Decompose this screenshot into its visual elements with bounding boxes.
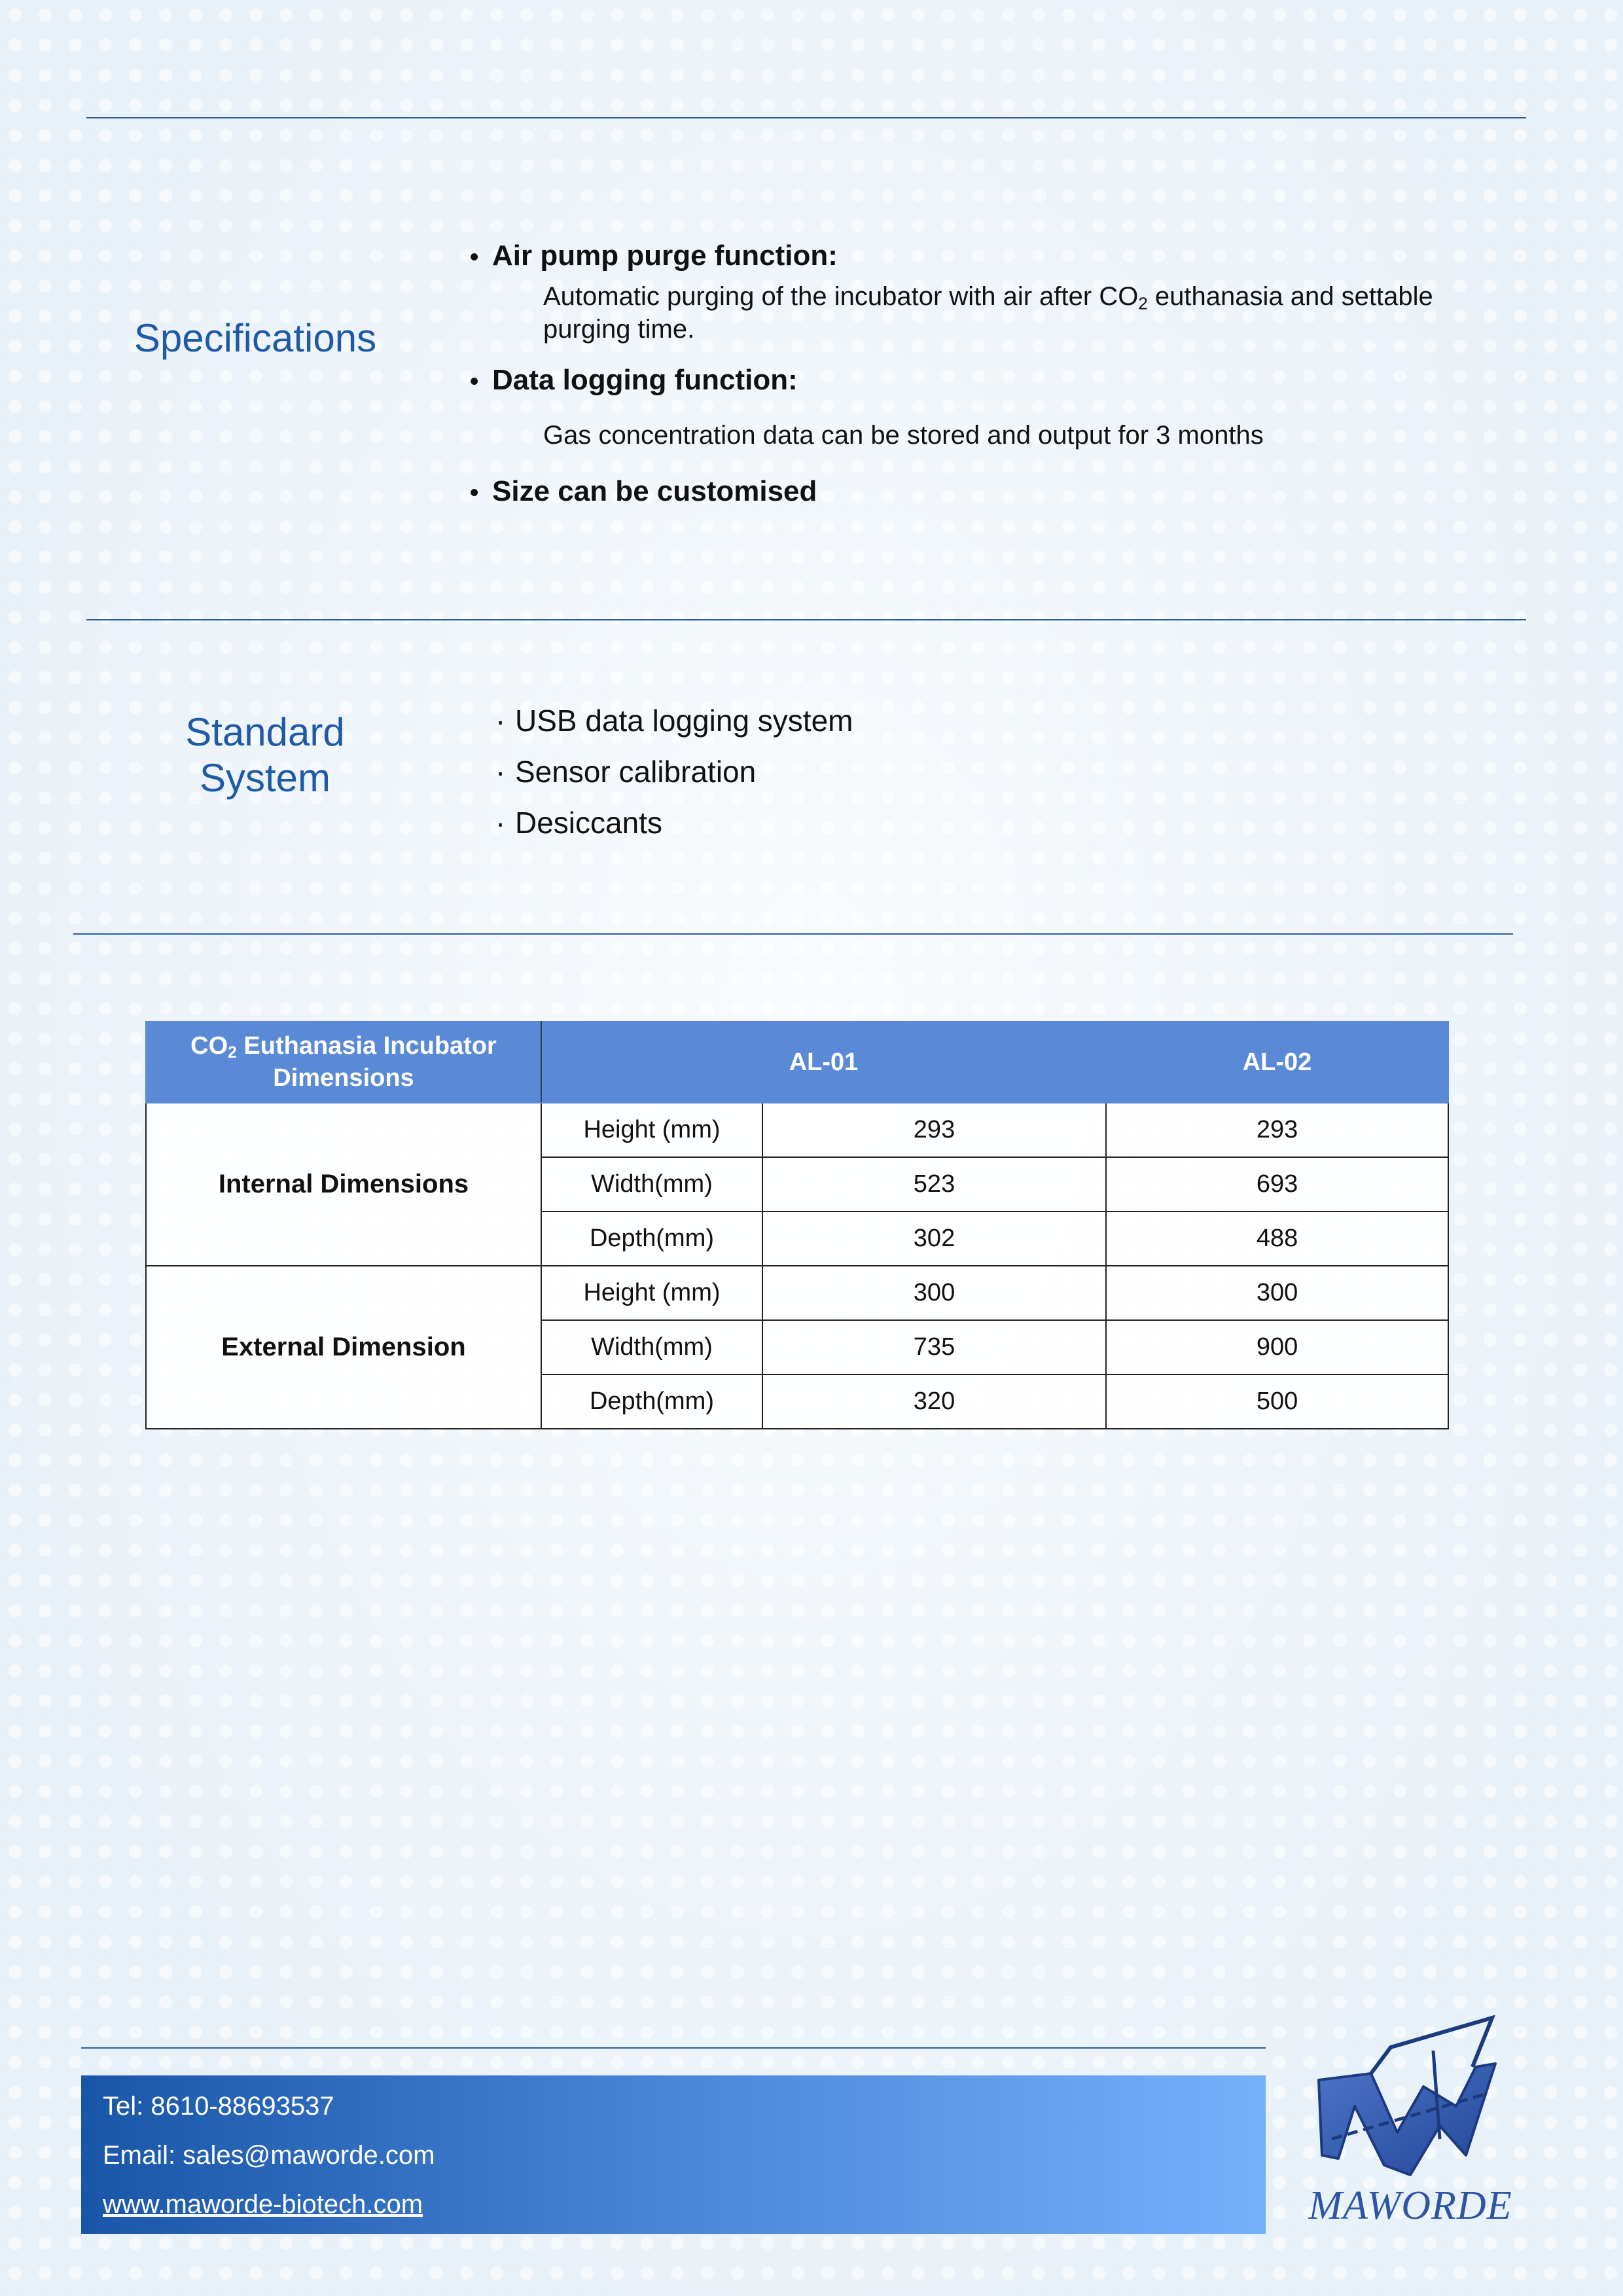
- co2-subscript: 2: [1138, 293, 1148, 314]
- standard-system-title-line2: System: [199, 755, 331, 800]
- list-item: [495, 797, 853, 848]
- contact-bar: [81, 2075, 1266, 2234]
- co2-subscript: 2: [228, 1044, 237, 1062]
- dimensions-table: [145, 1021, 1449, 1429]
- bullet-icon: •: [470, 479, 479, 507]
- header-al02: AL-02: [1106, 1022, 1448, 1103]
- top-divider: [86, 117, 1526, 118]
- value-al02: 488: [1106, 1211, 1448, 1266]
- specifications-title: Specifications: [134, 316, 377, 360]
- value-al01: 302: [762, 1211, 1106, 1266]
- value-al01: 320: [762, 1374, 1106, 1429]
- bullet-icon: •: [470, 243, 479, 271]
- middle-divider: [86, 619, 1526, 620]
- bullet-icon: •: [470, 368, 479, 395]
- header-al01: AL-01: [541, 1022, 1106, 1103]
- spec-heading-colon: :: [828, 240, 838, 272]
- row-label: Depth(mm): [541, 1211, 762, 1266]
- header-title-prefix: CO: [190, 1032, 228, 1060]
- std-item-label: Desiccants: [515, 806, 662, 840]
- list-item: [495, 695, 853, 746]
- value-al02: 693: [1106, 1157, 1448, 1211]
- value-al01: 293: [762, 1103, 1106, 1157]
- dot-icon: ·: [495, 755, 506, 789]
- footer-divider: [81, 2047, 1266, 2049]
- std-item-label: Sensor calibration: [515, 755, 757, 789]
- spec-item-data-logging: [470, 364, 1452, 452]
- spec-description-text-end: euthanasia and settable purging time.: [543, 282, 1433, 344]
- spec-item-air-pump: [470, 240, 1452, 346]
- table-row: [146, 1266, 1448, 1320]
- logo-wordmark: MAWORDE: [1308, 2183, 1512, 2228]
- dot-icon: ·: [495, 806, 506, 840]
- spec-description: [543, 280, 1452, 346]
- spec-heading: Air pump purge function: [492, 240, 829, 272]
- value-al02: 300: [1106, 1266, 1448, 1320]
- spec-heading: Data logging function:: [492, 364, 798, 396]
- row-label: Width(mm): [541, 1320, 762, 1374]
- standard-system-title: [134, 709, 396, 800]
- spec-item-size: [470, 475, 1452, 508]
- contact-tel: Tel: 8610-88693537: [103, 2092, 334, 2121]
- dot-icon: ·: [495, 704, 506, 738]
- row-label: Depth(mm): [541, 1374, 762, 1429]
- group-internal: Internal Dimensions: [146, 1103, 541, 1266]
- standard-system-list: [495, 695, 853, 848]
- spec-description: Gas concentration data can be stored and output for 3 months: [543, 421, 1264, 450]
- row-label: Width(mm): [541, 1157, 762, 1211]
- contact-email[interactable]: Email: sales@maworde.com: [103, 2141, 435, 2170]
- table-header-row: [146, 1022, 1448, 1103]
- spec-heading: Size can be customised: [492, 475, 817, 507]
- list-item: [495, 746, 853, 797]
- row-label: Height (mm): [541, 1266, 762, 1320]
- table-row: [146, 1103, 1448, 1157]
- value-al02: 900: [1106, 1320, 1448, 1374]
- std-item-label: USB data logging system: [515, 704, 853, 738]
- standard-system-title-line1: Standard: [185, 710, 345, 754]
- spec-description-text: Automatic purging of the incubator with air after CO: [543, 282, 1139, 311]
- table-divider: [73, 933, 1513, 935]
- header-title-suffix: Euthanasia Incubator: [236, 1032, 497, 1060]
- value-al01: 735: [762, 1320, 1106, 1374]
- website-link[interactable]: www.maworde-biotech.com: [103, 2190, 423, 2219]
- row-label: Height (mm): [541, 1103, 762, 1157]
- value-al01: 523: [762, 1157, 1106, 1211]
- value-al01: 300: [762, 1266, 1106, 1320]
- value-al02: 500: [1106, 1374, 1448, 1429]
- header-title-line2: Dimensions: [273, 1064, 414, 1092]
- group-external: External Dimension: [146, 1266, 541, 1429]
- header-title-cell: [146, 1022, 541, 1103]
- value-al02: 293: [1106, 1103, 1448, 1157]
